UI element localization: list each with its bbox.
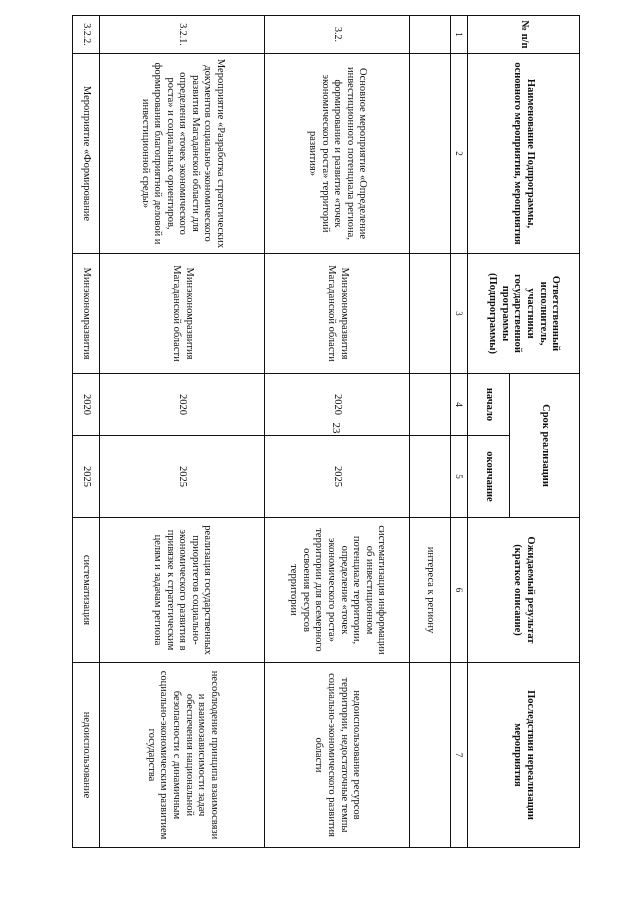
row-num: 3.2.1. <box>100 16 265 54</box>
row-responsible: Минэкономразвития Магаданской области <box>265 254 410 374</box>
header-expected: Ожидаемый результат (краткое описание) <box>468 518 580 663</box>
col-number-5: 5 <box>451 436 468 518</box>
continuation-end <box>410 436 451 518</box>
continuation-consequences <box>410 663 451 848</box>
row-start: 2020 <box>100 374 265 436</box>
row-consequences: недоиспользование ресурсов территории, недостаточные темпы социально-экономического развития области <box>265 663 410 848</box>
table-row <box>73 16 100 848</box>
col-number-3: 3 <box>451 254 468 374</box>
header-name: Наименование Подпрограммы, основного мероприятия, мероприятия <box>468 54 580 254</box>
row-num: 3.2. <box>265 16 410 54</box>
header-consequences: Последствия нереализации мероприятия <box>468 663 580 848</box>
continuation-row <box>410 16 451 848</box>
header-num: № п/п <box>468 16 580 54</box>
rotated-page-frame <box>50 15 580 847</box>
continuation-responsible <box>410 254 451 374</box>
header-term: Срок реализации <box>510 374 580 518</box>
rotated-table-container <box>50 15 580 847</box>
row-consequences: недоиспользование <box>73 663 100 848</box>
row-expected: систематизация информации об инвестиционном потенциале территории, определение «точек экономического роста» территории для всемерного освоения ресурсов территории <box>265 518 410 663</box>
row-end: 2025 <box>100 436 265 518</box>
row-expected: систематизация <box>73 518 100 663</box>
col-number-7: 7 <box>451 663 468 848</box>
table-row <box>265 16 410 848</box>
col-number-4: 4 <box>451 374 468 436</box>
row-start: 2020 <box>73 374 100 436</box>
row-name: Мероприятие «Разработка стратегических документов социально-экономического развития Магаданской области для определения «точек экономического роста» и социальных ориентиров, формирования благоприятной деловой и инвестиционной среды» <box>100 54 265 254</box>
row-end: 2025 <box>265 436 410 518</box>
table-row <box>100 16 265 848</box>
header-end: окончание <box>468 436 510 518</box>
row-responsible: Минэкономразвития <box>73 254 100 374</box>
col-number-6: 6 <box>451 518 468 663</box>
row-name: Мероприятие «Формирование <box>73 54 100 254</box>
row-num: 3.2.2. <box>73 16 100 54</box>
header-row <box>510 16 580 848</box>
header-start: начало <box>468 374 510 436</box>
row-end: 2025 <box>73 436 100 518</box>
row-name: Основное мероприятие «Определение инвестиционного потенциала региона, формирование и развитие «точек экономического роста» территорий развития» <box>265 54 410 254</box>
column-numbers-row <box>451 16 468 848</box>
program-activities-table <box>72 15 580 848</box>
row-expected: реализация государственных приоритетов социально-экономического развития в привязке к стратегическим целям и задачам региона <box>100 518 265 663</box>
page-number: 23 <box>330 422 342 434</box>
continuation-num <box>410 16 451 54</box>
col-number-1: 1 <box>451 16 468 54</box>
row-consequences: несоблюдение принципа взаимосвязи и взаимозависимости задач обеспечения национальной безопасности с динамичным социально-экономическим развитием государства <box>100 663 265 848</box>
header-responsible: Ответственный исполнитель, участники государственной программы (Подпрограммы) <box>468 254 580 374</box>
continuation-name <box>410 54 451 254</box>
continuation-expected: интереса к региону <box>410 518 451 663</box>
row-start: 2020 <box>265 374 410 436</box>
row-responsible: Минэкономразвития Магаданской области <box>100 254 265 374</box>
col-number-2: 2 <box>451 54 468 254</box>
continuation-start <box>410 374 451 436</box>
